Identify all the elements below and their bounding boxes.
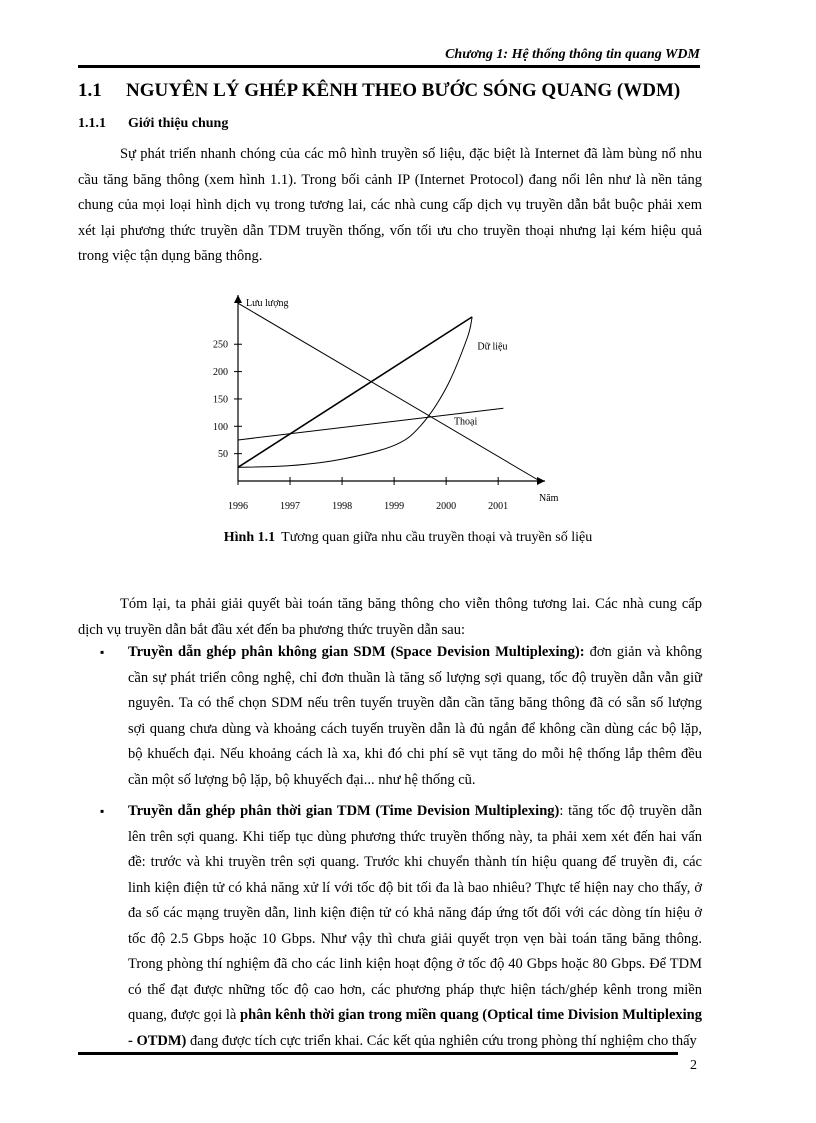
x-tick-label: 2000: [436, 501, 457, 512]
y-tick-label: 50: [218, 449, 228, 461]
y-axis-arrow: [234, 295, 242, 303]
bullet-list: [78, 640, 702, 1054]
y-tick-label: 200: [213, 367, 228, 379]
y-tick-label: 250: [213, 339, 228, 351]
page-number: 2: [690, 1058, 697, 1073]
bullet-emphasis: phân kênh thời gian trong miền quang (Optical time Division Multiplexing - OTDM): [128, 1007, 702, 1049]
bullet-text: đơn giản và không cần sự phát triển công nghệ, chỉ đơn thuần là tăng số lượng sợi quang, tốc độ truyền dẫn vẫn giữ nguyên. Ta có thể chọn SDM nếu trên tuyến truyền dẫn cần tăng băng thông đã có sẵn số lượng sợi quang chưa dùng và khoảng cách tuyến truyền dẫn là đủ ngắn để không cần dùng các bộ lặp, bộ khuếch đại. Nếu khoảng cách là xa, khi đó chi phí sẽ vụt tăng do mỗi hệ thống lắp thêm đều cần một số lượng bộ lặp, bộ khuyếch đại... như hệ thống cũ.: [128, 644, 702, 788]
figure-label: Hình 1.1: [223, 530, 276, 545]
section-title: NGUYÊN LÝ GHÉP KÊNH THEO BƯỚC SÓNG QUANG (WDM): [126, 80, 681, 101]
intro-paragraph: Sự phát triển nhanh chóng của các mô hình truyền số liệu, đặc biệt là Internet đã làm bùng nổ nhu cầu tăng băng thông (xem hình 1.1). Trong bối cảnh IP (Internet Protocol) đang nổi lên như là nền tảng chung của mọi loại hình dịch vụ trong tương lai, các nhà cung cấp dịch vụ truyền dẫn bắt buộc phải xem xét lại phương thức truyền dẫn TDM truyền thống, vốn tối ưu cho truyền thoại nhưng lại kém hiệu quả trong việc tận dụng băng thông.: [78, 146, 702, 264]
bullet-title: Truyền dẫn ghép phân thời gian TDM (Time Devision Multiplexing): [128, 803, 560, 819]
x-tick-label: 1998: [332, 501, 353, 512]
section-heading: [78, 80, 718, 102]
subsection-number: 1.1.1: [78, 116, 106, 131]
section-number: 1.1: [78, 80, 102, 101]
bullet-text-continued: đang được tích cực triển khai. Các kết qủa nghiên cứu trong phòng thí nghiệm cho thấy: [186, 1032, 697, 1049]
summary-paragraph: Tóm lại, ta phải giải quyết bài toán tăng băng thông cho viễn thông tương lai. Các nhà cung cấp dịch vụ truyền dẫn bắt đầu xét đến ba phương thức truyền dẫn sau:: [78, 596, 702, 638]
figure-chart: [190, 285, 570, 520]
x-tick-label: 2001: [488, 501, 509, 512]
bullet-marker: ▪: [100, 804, 105, 818]
subsection-heading: [78, 116, 228, 132]
x-axis-arrow: [537, 477, 545, 485]
bullet-text: : tăng tốc độ truyền dẫn lên trên sợi quang. Khi tiếp tục dùng phương thức truyền thống này, ta phải xem xét đến hai vấn đề: trước và khi truyền trên sợi quang. Trước khi chuyển thành tín hiệu quang để truyền đi, các linh kiện điện tử có khả năng xử lí với tốc độ bit tối đa là bao nhiêu? Thực tế hiện nay cho thấy, ở đa số các mạng truyền dẫn, linh kiện điện tử có khả năng đáp ứng tốt đối với các dòng tín hiệu ở tốc độ 2.5 Gbps hoặc 10 Gbps. Như vậy thì chưa giải quyết trọn vẹn bài toán tăng băng thông. Trong phòng thí nghiệm đã cho các linh kiện hoạt động ở tốc độ 40 Gbps hoặc 80 Gbps. Để TDM có thể đạt được những tốc độ cao hơn, các phương pháp thực hiện tách/ghép kênh trong miền quang, được gọi là: [128, 803, 702, 1023]
bullet-title: Truyền dẫn ghép phân không gian SDM (Space Devision Multiplexing):: [128, 644, 585, 660]
bullet-item-tdm: [78, 799, 702, 1054]
running-header: Chương 1: Hệ thống thông tin quang WDM: [78, 46, 700, 68]
bullet-item-sdm: [78, 640, 702, 793]
subsection-title: Giới thiệu chung: [128, 116, 229, 131]
x-tick-label: 1996: [228, 501, 248, 512]
traffic-chart: [190, 285, 570, 520]
figure-caption-text: Tương quan giữa nhu cầu truyền thoại và truyền số liệu: [281, 530, 593, 545]
y-axis-label: Lưu lượng: [246, 298, 289, 309]
footer-rule: [78, 1052, 678, 1055]
y-tick-label: 100: [213, 421, 228, 433]
figure-caption: [0, 530, 816, 546]
bullet-marker: ▪: [100, 645, 105, 659]
x-tick-label: 1999: [384, 501, 405, 512]
series-label-data: Dữ liệu: [477, 341, 508, 353]
series-line: [238, 317, 472, 467]
x-axis-label: Năm: [539, 493, 559, 504]
x-tick-label: 1997: [280, 501, 301, 512]
series-line: [238, 303, 540, 481]
series-label-voice: Thoại: [453, 416, 478, 428]
y-tick-label: 150: [213, 394, 228, 406]
